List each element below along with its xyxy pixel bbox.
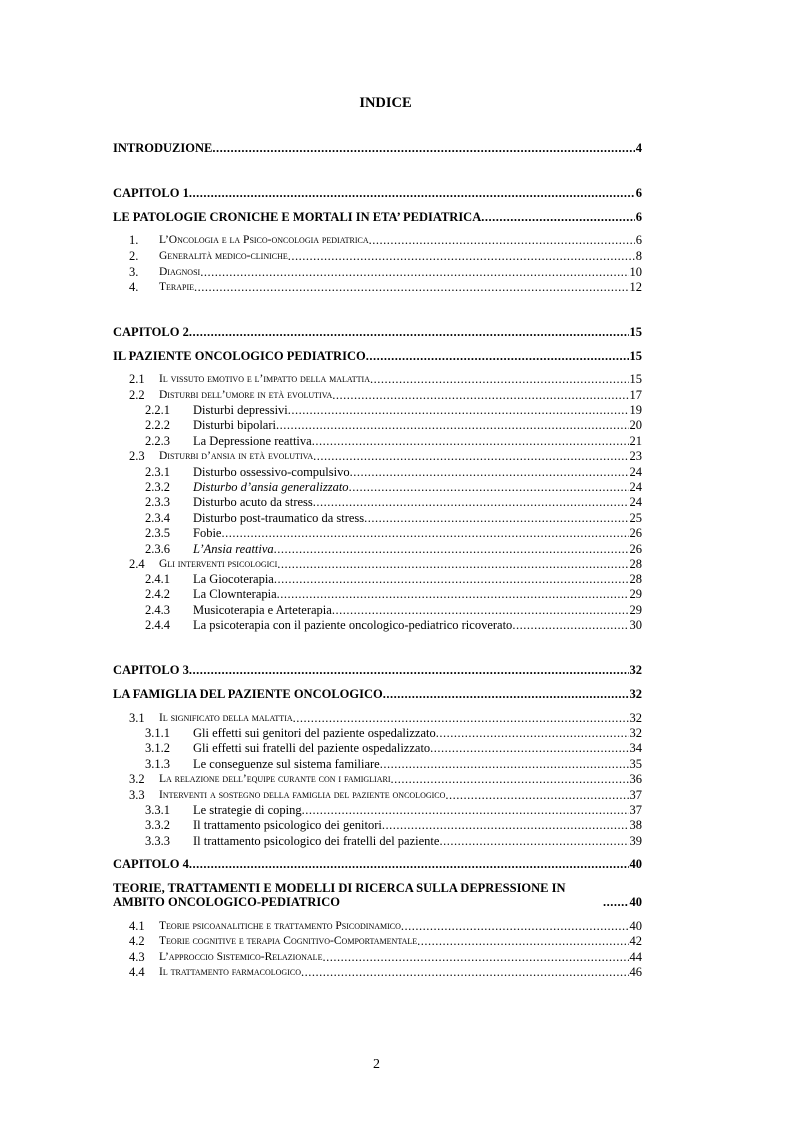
toc-entry [113,788,642,802]
toc-entry [113,418,642,432]
toc-dot-leader [221,526,628,540]
toc-entry [113,572,642,586]
toc-entry [113,349,642,363]
toc-entry-page: 44 [629,950,642,964]
toc-entry [113,511,642,525]
toc-entry-number: 4. [129,280,139,294]
toc-dot-leader [277,557,628,571]
toc-entry [113,372,642,386]
toc-entry-title: La relazione dell’equipe curante con i famigliari [159,773,391,785]
toc-entry [113,388,642,402]
toc-dot-leader [445,788,628,802]
toc-entry [113,618,642,632]
toc-entry-title: Generalità medico-cliniche [159,250,288,262]
toc-entry-number: 2.4 [129,557,145,571]
toc-dot-leader [276,418,629,432]
toc-entry-page: 6 [635,233,642,247]
toc-dot-leader [364,511,628,525]
toc-entry-title: Gli effetti sui fratelli del paziente ospedalizzato [193,741,431,755]
toc-entry [113,186,642,200]
toc-dot-leader [277,587,629,601]
toc-entry [113,934,642,948]
toc-entry-title: Le strategie di coping [193,803,302,817]
toc-entry [113,757,642,771]
toc-dot-leader [332,388,628,402]
toc-entry-number: 3.2 [129,772,145,786]
toc-dot-leader [200,265,628,279]
toc-entry-page: 20 [629,418,642,432]
toc-entry-page: 19 [629,403,642,417]
page-title: INDICE [359,95,412,111]
toc-entry-number: 2.3.3 [145,495,170,509]
toc-entry-number: 2.3.1 [145,465,170,479]
toc-entry-title: Disturbi dell’umore in età evolutiva [159,389,333,401]
toc-entry-title: IL PAZIENTE ONCOLOGICO PEDIATRICO [113,349,366,363]
toc-entry-page: 24 [629,495,642,509]
toc-entry [113,249,642,263]
toc-entry-number: 2.3.6 [145,542,170,556]
toc-entry [113,803,642,817]
toc-dot-leader [439,834,628,848]
toc-entry-title: TEORIE, TRATTAMENTI E MODELLI DI RICERCA SULLA DEPRESSIONE IN AMBITO ONCOLOGICO-PEDIATRICO [113,881,566,909]
toc-entry-title: L’Ansia reattiva [193,542,274,556]
toc-entry [113,403,642,417]
toc-entry-page: 30 [629,618,642,632]
toc-entry-number: 4.4 [129,965,145,979]
toc-dot-leader [293,711,629,725]
toc-entry-title: Disturbo ossessivo-compulsivo [193,465,350,479]
toc-entry-title: LE PATOLOGIE CRONICHE E MORTALI IN ETA’ PEDIATRICA [113,210,482,224]
toc-dot-leader [481,210,635,224]
toc-entry-title: L’approccio Sistemico-Relazionale [159,951,323,963]
toc-entry-title: LA FAMIGLIA DEL PAZIENTE ONCOLOGICO [113,687,383,701]
toc-entry-number: 3.3.3 [145,834,170,848]
toc-entry-number: 2.3.5 [145,526,170,540]
toc-entry-number: 3.1 [129,711,145,725]
toc-entry [113,919,642,933]
toc-entry-title: Gli interventi psicologici [159,558,278,570]
toc-entry [113,233,642,247]
toc-entry [113,687,642,701]
toc-entry-title: CAPITOLO 2 [113,325,189,339]
toc-entry-page: 6 [635,210,642,224]
toc-entry-page: 28 [629,572,642,586]
toc-entry-page: 21 [629,434,642,448]
toc-entry [113,557,642,571]
toc-entry-page: 29 [629,603,642,617]
toc-entry-title: Fobie [193,526,222,540]
toc-entry-page: 8 [635,249,642,263]
toc-entry [113,587,642,601]
toc-dot-leader [366,349,629,363]
toc-entry [113,434,642,448]
toc-dot-leader [350,465,629,479]
toc-entry-number: 3.3 [129,788,145,802]
toc-entry [113,663,642,677]
toc-entry-page: 32 [629,687,642,701]
toc-entry-title: Il significato della malattia [159,712,293,724]
toc-entry-title: Disturbi d’ansia in età evolutiva [159,450,314,462]
toc-entry [113,465,642,479]
toc-dot-leader [370,372,629,386]
toc-entry-title: Interventi a sostegno della famiglia del paziente oncologico [159,789,446,801]
toc-entry [113,280,642,294]
toc-entry-title: Musicoterapia e Arteterapia [193,603,332,617]
toc-entry-page: 26 [629,526,642,540]
toc-entry-page: 32 [629,726,642,740]
toc-entry [113,834,642,848]
toc-dot-leader [430,741,628,755]
toc-entry [113,741,642,755]
toc-dot-leader [313,449,628,463]
toc-dot-leader [603,895,629,909]
toc-entry [113,950,642,964]
toc-entry [113,265,642,279]
toc-entry-page: 28 [629,557,642,571]
toc-dot-leader [349,480,629,494]
toc-entry-number: 1. [129,233,139,247]
toc-entry-number: 2.2.2 [145,418,170,432]
toc-entry-number: 2.2 [129,388,145,402]
toc-entry-page: 15 [629,349,642,363]
toc-entry-title: Disturbo d’ansia generalizzato [193,480,349,494]
toc-entry-page: 40 [629,857,642,871]
toc-entry [113,965,642,979]
toc-entry-title: Il vissuto emotivo e l’impatto della malattia [159,373,370,385]
toc-entry-page: 29 [629,587,642,601]
toc-dot-leader [401,919,629,933]
toc-entry-number: 2.4.3 [145,603,170,617]
toc-entry-page: 40 [629,919,642,933]
toc-entry-page: 46 [629,965,642,979]
toc-entry-number: 2.4.2 [145,587,170,601]
toc-entry-number: 2.1 [129,372,145,386]
toc-entry-page: 25 [629,511,642,525]
toc-dot-leader [189,857,629,871]
toc-entry-title: CAPITOLO 3 [113,663,189,677]
toc-dot-leader [212,141,634,155]
toc-entry-title: CAPITOLO 1 [113,186,189,200]
toc-entry-number: 3.1.1 [145,726,170,740]
toc-dot-leader [417,934,628,948]
toc-entry-page: 10 [629,265,642,279]
toc-entry-page: 34 [629,741,642,755]
page-number: 2 [373,1057,380,1072]
toc-dot-leader [383,687,629,701]
toc-entry [113,542,642,556]
toc-entry-page: 12 [629,280,642,294]
toc-dot-leader [189,325,629,339]
toc-entry-title: Il trattamento farmacologico [159,966,301,978]
toc-entry-title: La Giocoterapia [193,572,274,586]
toc-dot-leader [302,803,629,817]
toc-entry-page: 42 [629,934,642,948]
toc-entry [113,726,642,740]
toc-entry [113,449,642,463]
toc-entry-number: 3.1.3 [145,757,170,771]
toc-dot-leader [369,233,635,247]
toc-entry [113,210,642,224]
toc-entry-title: Terapie [159,281,195,293]
toc-entry-page: 35 [629,757,642,771]
toc-entry [113,818,642,832]
toc-dot-leader [312,434,629,448]
toc-entry-number: 4.1 [129,919,145,933]
toc-entry [113,495,642,509]
toc-entry-page: 17 [629,388,642,402]
toc-entry-title: Disturbi bipolari [193,418,276,432]
toc-entry-number: 3. [129,265,139,279]
toc-dot-leader [332,603,629,617]
toc-entry-page: 15 [629,372,642,386]
toc-entry-title: La Depressione reattiva [193,434,312,448]
toc-entry-page: 24 [629,465,642,479]
toc-dot-leader [288,403,629,417]
toc-entry-title: Gli effetti sui genitori del paziente ospedalizzato [193,726,436,740]
toc-dot-leader [194,280,628,294]
toc-dot-leader [189,663,629,677]
toc-entry-title: Disturbo acuto da stress [193,495,313,509]
toc-entry-title: Il trattamento psicologico dei genitori [193,818,382,832]
toc-entry-number: 4.2 [129,934,145,948]
toc-entry-title: Le conseguenze sul sistema familiare [193,757,380,771]
toc-entry-number: 2.2.3 [145,434,170,448]
toc-entry-page: 36 [629,772,642,786]
toc-dot-leader [382,818,629,832]
toc-entry [113,772,642,786]
toc-entry-page: 24 [629,480,642,494]
toc-dot-leader [391,772,629,786]
toc-dot-leader [512,618,628,632]
toc-entry-title: Teorie cognitive e terapia Cognitivo-Comportamentale [159,935,418,947]
toc-entry [113,711,642,725]
toc-dot-leader [436,726,629,740]
toc-entry-number: 4.3 [129,950,145,964]
toc-entry-page: 6 [635,186,642,200]
toc-entry-title: Teorie psicoanalitiche e trattamento Psicodinamico [159,920,401,932]
toc-entry-title: La psicoterapia con il paziente oncologico-pediatrico ricoverato [193,618,513,632]
toc-entry-number: 3.1.2 [145,741,170,755]
toc-entry-title: Disturbi depressivi [193,403,288,417]
toc-entry-title: L’Oncologia e la Psico-oncologia pediatrica [159,234,369,246]
toc-entry-title: INTRODUZIONE [113,141,213,155]
toc-entry [113,526,642,540]
toc-entry-page: 39 [629,834,642,848]
toc-dot-leader [189,186,635,200]
toc-dot-leader [322,950,628,964]
toc-entry-title: CAPITOLO 4 [113,857,189,871]
toc-entry-title: Diagnosi [159,266,201,278]
toc-entry-number: 2.3 [129,449,145,463]
toc-entry-number: 3.3.2 [145,818,170,832]
toc-entry-page: 26 [629,542,642,556]
toc-entry-page: 32 [629,711,642,725]
toc-entry-page: 32 [629,663,642,677]
toc-entry-number: 2.3.2 [145,480,170,494]
toc-entry-page: 23 [629,449,642,463]
toc-entry-title: La Clownterapia [193,587,277,601]
toc-entry-number: 2.4.4 [145,618,170,632]
toc-dot-leader [274,542,629,556]
toc-dot-leader [301,965,629,979]
toc-dot-leader [313,495,629,509]
toc-dot-leader [274,572,629,586]
toc-entry-number: 2.3.4 [145,511,170,525]
toc-entry-page: 37 [629,803,642,817]
toc-entry-number: 3.3.1 [145,803,170,817]
toc-dot-leader [288,249,635,263]
toc-entry-title: Il trattamento psicologico dei fratelli del paziente [193,834,440,848]
toc-entry-number: 2.2.1 [145,403,170,417]
toc-entry [113,603,642,617]
toc-entry-page: 4 [635,141,642,155]
toc-entry [113,881,642,909]
toc-entry [113,857,642,871]
toc-entry-number: 2.4.1 [145,572,170,586]
toc-entry-number: 2. [129,249,139,263]
toc-dot-leader [380,757,629,771]
toc-entry-page: 15 [629,325,642,339]
toc-entry [113,480,642,494]
toc-entry-page: 40 [629,895,642,909]
toc-entry-page: 38 [629,818,642,832]
toc-entry-page: 37 [629,788,642,802]
toc-entry [113,325,642,339]
toc-entry [113,141,642,155]
toc-entry-title: Disturbo post-traumatico da stress [193,511,365,525]
